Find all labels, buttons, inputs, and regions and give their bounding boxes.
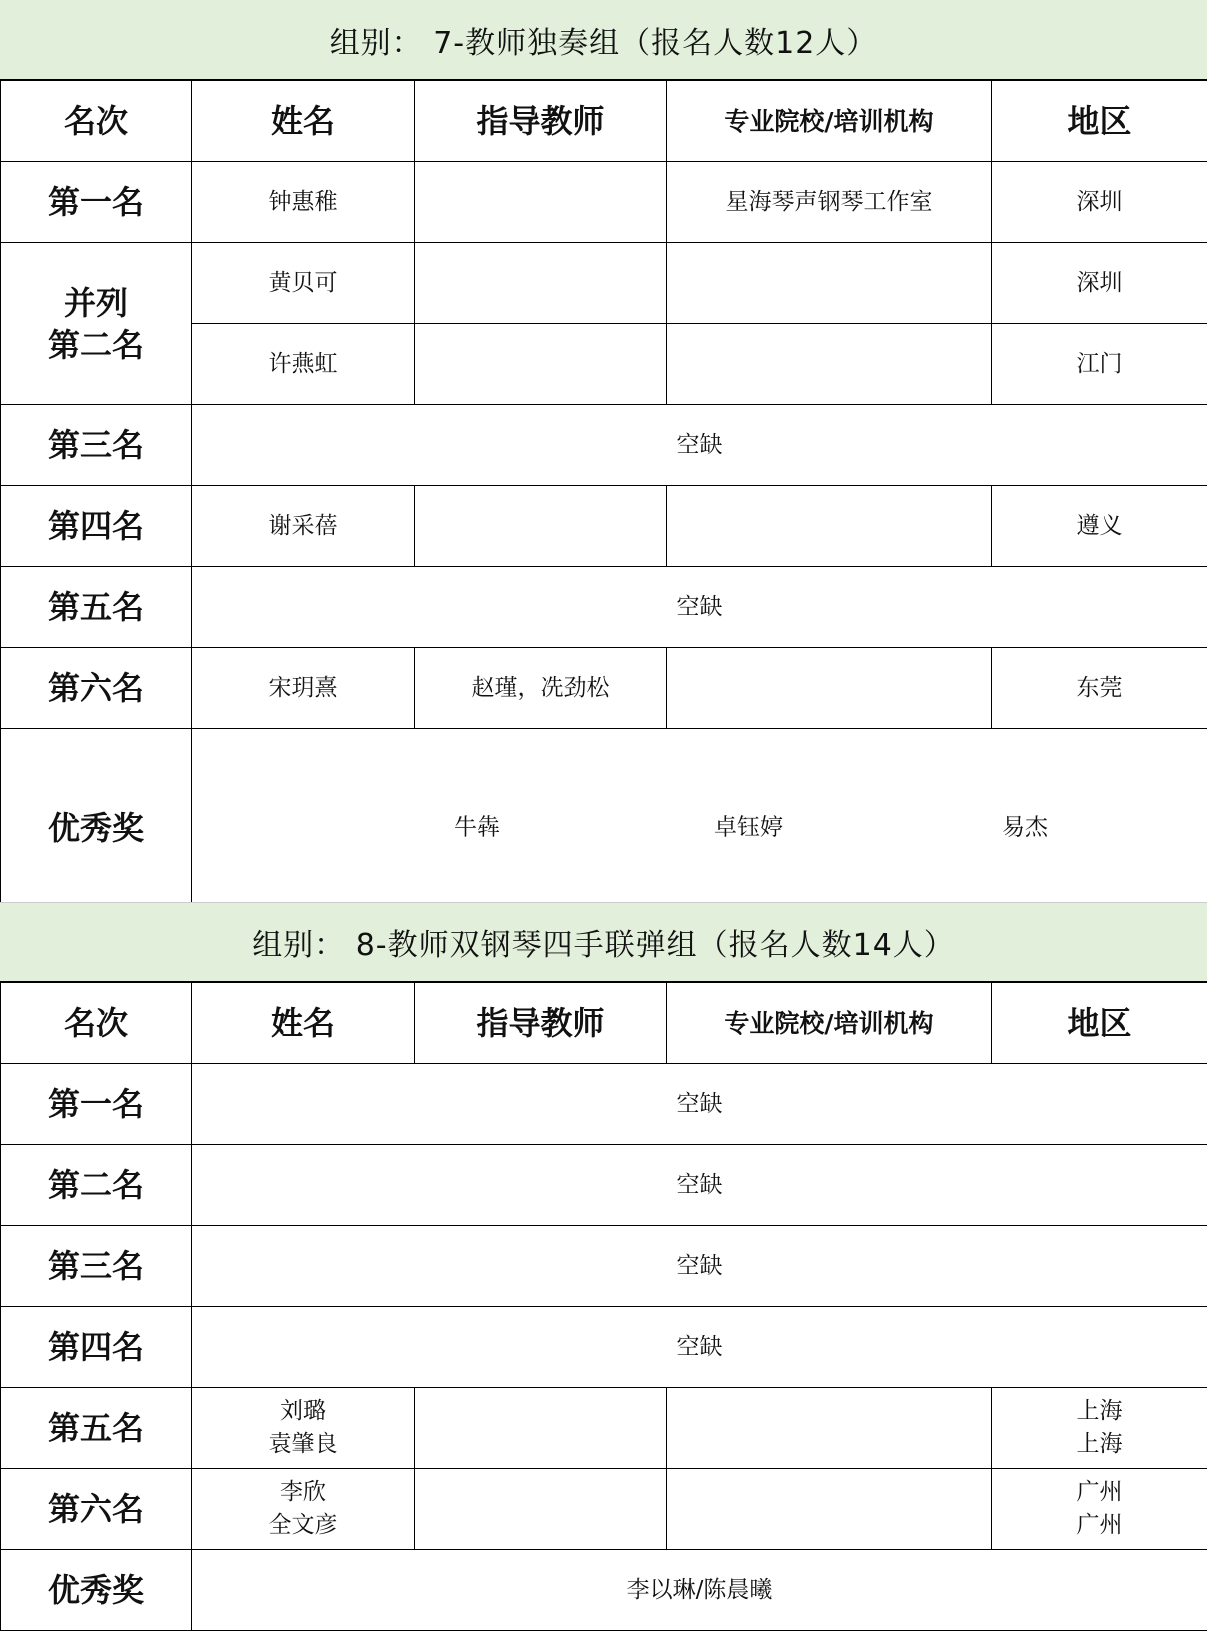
table-row bbox=[1, 1226, 1207, 1307]
teacher-cell bbox=[415, 162, 667, 243]
rank-cell: 第五名 bbox=[1, 567, 192, 648]
header-teacher: 指导教师 bbox=[415, 81, 667, 162]
rank-cell: 第四名 bbox=[1, 486, 192, 567]
region-cell: 广州 广州 bbox=[992, 1469, 1207, 1550]
vacant-cell: 空缺 bbox=[192, 567, 1207, 648]
vacant-cell: 空缺 bbox=[192, 1307, 1207, 1388]
school-cell: 星海琴声钢琴工作室 bbox=[667, 162, 992, 243]
merit-names-cell bbox=[192, 729, 1207, 928]
teacher-cell bbox=[415, 243, 667, 324]
teacher-cell bbox=[415, 1469, 667, 1550]
teacher-cell bbox=[415, 486, 667, 567]
rank-cell: 优秀奖 bbox=[1, 1550, 192, 1631]
table-row bbox=[1, 1307, 1207, 1388]
name-cell: 刘璐 袁肇良 bbox=[192, 1388, 415, 1469]
header-teacher: 指导教师 bbox=[415, 983, 667, 1064]
region-cell: 东莞 bbox=[992, 648, 1207, 729]
rank-cell: 第二名 bbox=[1, 1145, 192, 1226]
header-row bbox=[1, 983, 1207, 1064]
region-cell: 深圳 bbox=[992, 243, 1207, 324]
rank-cell: 并列 第二名 bbox=[1, 243, 192, 405]
table-row bbox=[1, 243, 1207, 324]
vacant-cell: 空缺 bbox=[192, 1145, 1207, 1226]
table-row bbox=[1, 162, 1207, 243]
region-cell: 深圳 bbox=[992, 162, 1207, 243]
header-region: 地区 bbox=[992, 983, 1207, 1064]
name-cell: 谢采蓓 bbox=[192, 486, 415, 567]
header-rank: 名次 bbox=[1, 81, 192, 162]
name-cell: 许燕虹 bbox=[192, 324, 415, 405]
teacher-cell: 赵瑾，冼劲松 bbox=[415, 648, 667, 729]
merit-names-cell: 李以琳/陈晨曦 bbox=[192, 1550, 1207, 1631]
vacant-cell: 空缺 bbox=[192, 1064, 1207, 1145]
name-cell: 宋玥熹 bbox=[192, 648, 415, 729]
merit-name: 牛犇 bbox=[454, 814, 500, 841]
merit-row bbox=[1, 729, 1207, 928]
name-cell: 黄贝可 bbox=[192, 243, 415, 324]
results-table bbox=[0, 80, 1207, 1009]
table-row bbox=[1, 567, 1207, 648]
group-title: 组别： 7-教师独奏组（报名人数12人） bbox=[0, 0, 1207, 80]
school-cell bbox=[667, 486, 992, 567]
table-row bbox=[1, 486, 1207, 567]
header-name: 姓名 bbox=[192, 983, 415, 1064]
school-cell bbox=[667, 1469, 992, 1550]
teacher-cell bbox=[415, 324, 667, 405]
region-cell: 江门 bbox=[992, 324, 1207, 405]
table-row bbox=[1, 1145, 1207, 1226]
teacher-cell bbox=[415, 1388, 667, 1469]
header-school: 专业院校/培训机构 bbox=[667, 983, 992, 1064]
name-cell: 李欣 全文彦 bbox=[192, 1469, 415, 1550]
rank-cell: 优秀奖 bbox=[1, 729, 192, 928]
rank-cell: 第五名 bbox=[1, 1388, 192, 1469]
table-row bbox=[1, 1064, 1207, 1145]
rank-cell: 第三名 bbox=[1, 405, 192, 486]
header-row bbox=[1, 81, 1207, 162]
rank-cell: 第六名 bbox=[1, 1469, 192, 1550]
school-cell bbox=[667, 1388, 992, 1469]
merit-name: 卓钰婷 bbox=[714, 814, 783, 841]
merit-name: 易杰 bbox=[1002, 814, 1048, 841]
rank-cell: 第一名 bbox=[1, 162, 192, 243]
merit-row bbox=[1, 1550, 1207, 1631]
header-rank: 名次 bbox=[1, 983, 192, 1064]
header-name: 姓名 bbox=[192, 81, 415, 162]
header-school: 专业院校/培训机构 bbox=[667, 81, 992, 162]
results-table bbox=[0, 982, 1207, 1631]
rank-cell: 第四名 bbox=[1, 1307, 192, 1388]
rank-cell: 第一名 bbox=[1, 1064, 192, 1145]
rank-cell: 第三名 bbox=[1, 1226, 192, 1307]
vacant-cell: 空缺 bbox=[192, 1226, 1207, 1307]
header-region: 地区 bbox=[992, 81, 1207, 162]
rank-cell: 第六名 bbox=[1, 648, 192, 729]
table-row bbox=[1, 1388, 1207, 1469]
table-row bbox=[1, 1469, 1207, 1550]
region-cell: 遵义 bbox=[992, 486, 1207, 567]
school-cell bbox=[667, 324, 992, 405]
region-cell: 上海 上海 bbox=[992, 1388, 1207, 1469]
table-row bbox=[1, 405, 1207, 486]
school-cell bbox=[667, 243, 992, 324]
vacant-cell: 空缺 bbox=[192, 405, 1207, 486]
group-title: 组别： 8-教师双钢琴四手联弹组（报名人数14人） bbox=[0, 902, 1207, 982]
name-cell: 钟惠稚 bbox=[192, 162, 415, 243]
